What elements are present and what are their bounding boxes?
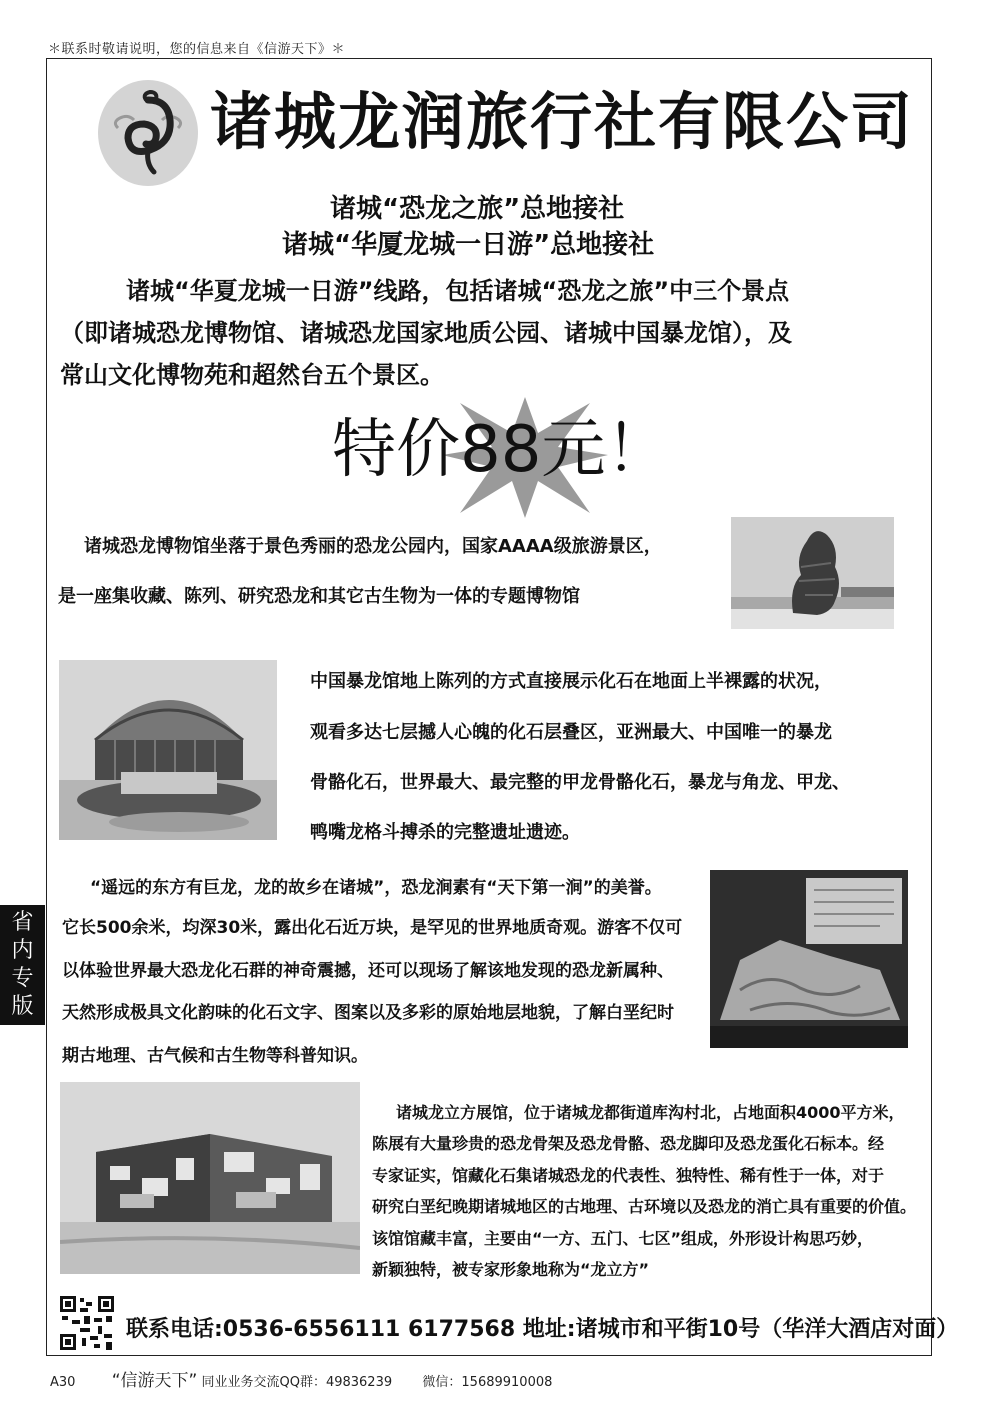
section4-line: 陈展有大量珍贵的恐龙骨架及恐龙骨骼、恐龙脚印及恐龙蛋化石标本。经	[372, 1134, 885, 1153]
section3-line: 以体验世界最大恐龙化石群的神奇震撼，还可以现场了解该地发现的恐龙新属种、	[62, 961, 674, 981]
subtitle-1: 诸城“恐龙之旅”总地接社	[330, 194, 625, 224]
dragon-logo-icon	[98, 80, 198, 186]
section3-line: 它长500余米，均深30米，露出化石近万块，是罕见的世界地质奇观。游客不仅可	[62, 918, 683, 938]
section3-line: 期古地理、古气候和古生物等科普知识。	[62, 1046, 368, 1066]
subtitle-2: 诸城“华厦龙城一日游”总地接社	[282, 230, 655, 260]
fossil-site-photo	[710, 870, 908, 1048]
footer-wechat: 微信：15689910008	[422, 1375, 553, 1390]
intro-line: （即诸城恐龙博物馆、诸城恐龙国家地质公园、诸城中国暴龙馆），及	[60, 319, 792, 347]
dinosaur-museum-photo	[731, 517, 894, 629]
footer-brand: “信游天下”	[111, 1371, 198, 1391]
section4-line: 诸城龙立方展馆，位于诸城龙都街道库沟村北，占地面积4000平方米，	[396, 1103, 905, 1122]
footer	[50, 1366, 552, 1391]
section3-line: “遥远的东方有巨龙，龙的故乡在诸城”，恐龙涧素有“天下第一涧”的美誉。	[90, 878, 662, 898]
tyrannosaurus-hall-photo	[59, 660, 277, 840]
section2-line: 观看多达七层撼人心魄的化石层叠区，亚洲最大、中国唯一的暴龙	[310, 722, 832, 743]
section1-line: 是一座集收藏、陈列、研究恐龙和其它古生物为一体的专题博物馆	[58, 586, 580, 607]
section4-line: 专家证实，馆藏化石集诸城恐龙的代表性、独特性、稀有性于一体，对于	[372, 1166, 885, 1185]
contact-info: 联系电话:0536-6556111 6177568 地址:诸城市和平街10号（华洋大酒店对面）	[126, 1317, 959, 1342]
section4-line: 新颖独特，被专家形象地称为“龙立方”	[372, 1260, 650, 1279]
side-tab-char: 专	[11, 966, 34, 991]
footer-qq: 同业业务交流QQ群：49836239	[201, 1375, 393, 1390]
intro-paragraph	[60, 270, 920, 396]
side-tab-char: 内	[11, 938, 34, 963]
side-tab	[0, 905, 45, 1025]
side-tab-char: 省	[11, 910, 34, 935]
company-name: 诸城龙润旅行社有限公司	[210, 85, 915, 158]
section2-line: 骨骼化石，世界最大、最完整的甲龙骨骼化石，暴龙与角龙、甲龙、	[310, 772, 850, 793]
special-price: 特价88元！	[332, 413, 670, 487]
section1-line: 诸城恐龙博物馆坐落于景色秀丽的恐龙公园内，国家AAAA级旅游景区，	[84, 536, 662, 557]
intro-line: 常山文化博物苑和超然台五个景区。	[60, 361, 444, 389]
top-note: ＊联系时敬请说明，您的信息来自《信游天下》＊	[48, 42, 346, 57]
intro-line: 诸城“华夏龙城一日游”线路，包括诸城“恐龙之旅”中三个景点	[126, 277, 790, 305]
side-tab-char: 版	[11, 994, 34, 1019]
page-number: A30	[50, 1375, 76, 1390]
section4-line: 研究白垩纪晚期诸城地区的古地理、古环境以及恐龙的消亡具有重要的价值。	[372, 1197, 917, 1216]
qr-code-icon	[58, 1294, 116, 1352]
section3-line: 天然形成极具文化韵味的化石文字、图案以及多彩的原始地层地貌，了解白垩纪时	[62, 1003, 674, 1023]
section2-line: 中国暴龙馆地上陈列的方式直接展示化石在地面上半裸露的状况，	[310, 671, 832, 692]
section4-line: 该馆馆藏丰富，主要由“一方、五门、七区”组成，外形设计构思巧妙，	[372, 1229, 874, 1248]
dragon-cube-hall-photo	[60, 1082, 360, 1274]
section2-line: 鸭嘴龙格斗搏杀的完整遗址遗迹。	[310, 822, 580, 843]
